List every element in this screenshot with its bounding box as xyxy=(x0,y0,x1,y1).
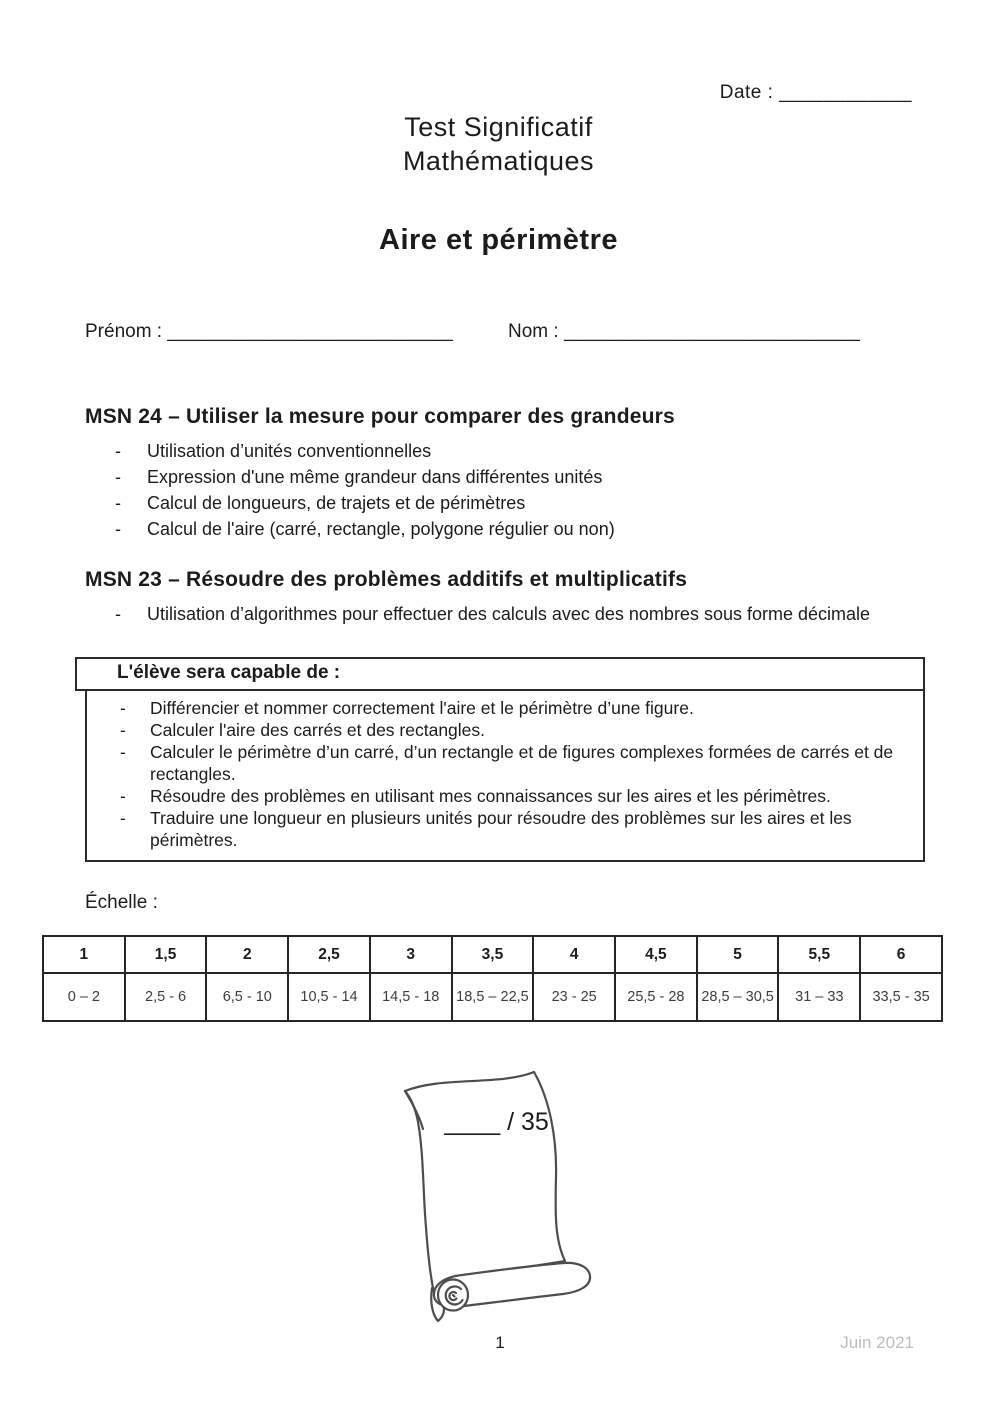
grading-scale-table xyxy=(42,935,943,1022)
list-item: - Calculer l'aire des carrés et des rectangles. xyxy=(87,719,911,741)
range-cell: 33,5 - 35 xyxy=(860,973,942,1021)
section-heading-msn24: MSN 24 – Utiliser la mesure pour comparer des grandeurs xyxy=(85,405,675,428)
range-cell: 25,5 - 28 xyxy=(615,973,697,1021)
objectives-box xyxy=(85,657,912,862)
grade-cell: 2 xyxy=(206,936,288,973)
lastname-field: Nom : ____________________________ xyxy=(508,321,860,342)
score-field xyxy=(445,1108,549,1137)
title-line-2: Mathématiques xyxy=(402,146,595,176)
grade-cell: 3,5 xyxy=(452,936,534,973)
title-line-1: Test Significatif xyxy=(404,112,593,142)
range-cell: 0 – 2 xyxy=(43,973,125,1021)
section-heading-msn23: MSN 23 – Résoudre des problèmes additifs et multiplicatifs xyxy=(85,568,688,591)
range-cell: 6,5 - 10 xyxy=(206,973,288,1021)
range-cell: 10,5 - 14 xyxy=(288,973,370,1021)
grade-cell: 1 xyxy=(43,936,125,973)
list-item: - Utilisation d’unités conventionnelles xyxy=(85,438,912,464)
grade-cell: 4 xyxy=(533,936,615,973)
page-title: Aire et périmètre xyxy=(379,224,618,256)
score-scroll xyxy=(387,1064,647,1326)
msn23-bullet-list xyxy=(85,601,912,627)
grade-cell: 2,5 xyxy=(288,936,370,973)
range-cell: 14,5 - 18 xyxy=(370,973,452,1021)
firstname-field: Prénom : ___________________________ xyxy=(85,321,453,342)
name-row xyxy=(85,321,912,343)
objectives-box-header: L'élève sera capable de : xyxy=(75,657,925,691)
scale-label: Échelle : xyxy=(85,892,158,913)
grade-cell: 1,5 xyxy=(125,936,207,973)
grade-cell: 4,5 xyxy=(615,936,697,973)
objectives-box-body xyxy=(85,691,925,862)
page-footer xyxy=(0,1333,1000,1353)
list-item: - Expression d'une même grandeur dans différentes unités xyxy=(85,464,912,490)
list-item: - Calcul de longueurs, de trajets et de périmètres xyxy=(85,490,912,516)
footer-date: Juin 2021 xyxy=(840,1333,914,1352)
objectives-bullet-list xyxy=(87,697,911,851)
date-field: Date : ____________ xyxy=(719,82,912,103)
document-title xyxy=(85,110,912,178)
grade-cell: 6 xyxy=(860,936,942,973)
range-cell: 18,5 – 22,5 xyxy=(452,973,534,1021)
grade-cell: 5,5 xyxy=(778,936,860,973)
list-item: - Résoudre des problèmes en utilisant mes connaissances sur les aires et les périmètres. xyxy=(87,785,911,807)
list-item: - Calcul de l'aire (carré, rectangle, polygone régulier ou non) xyxy=(85,516,912,542)
score-total: / 35 xyxy=(500,1108,549,1136)
grade-cell: 5 xyxy=(697,936,779,973)
score-blank: ____ xyxy=(444,1108,501,1136)
range-cell: 28,5 – 30,5 xyxy=(697,973,779,1021)
page-number: 1 xyxy=(495,1333,505,1352)
grade-cell: 3 xyxy=(370,936,452,973)
list-item: - Traduire une longueur en plusieurs unités pour résoudre des problèmes sur les aires et les périmètres. xyxy=(87,807,911,851)
list-item: - Différencier et nommer correctement l'aire et le périmètre d’une figure. xyxy=(87,697,911,719)
list-item: - Calculer le périmètre d’un carré, d’un rectangle et de figures complexes formées de carrés et de rectangles. xyxy=(87,741,911,785)
list-item: - Utilisation d’algorithmes pour effectuer des calculs avec des nombres sous forme décimale xyxy=(85,601,912,627)
grade-header-row xyxy=(43,936,942,973)
msn24-bullet-list xyxy=(85,438,912,542)
range-cell: 23 - 25 xyxy=(533,973,615,1021)
range-cell: 31 – 33 xyxy=(778,973,860,1021)
scroll-illustration xyxy=(387,1064,647,1326)
range-cell: 2,5 - 6 xyxy=(125,973,207,1021)
range-row xyxy=(43,973,942,1021)
